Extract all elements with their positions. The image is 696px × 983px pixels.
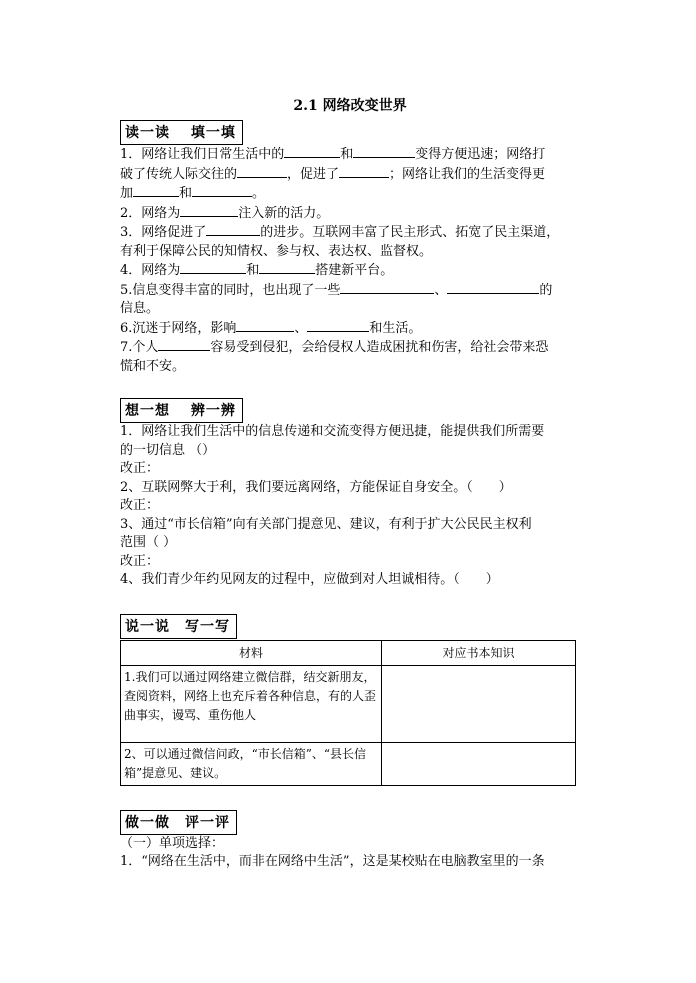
judge-line: 3、通过“市长信箱”向有关部门提意见、建议，有利于扩大公民民主权利 — [120, 516, 532, 532]
blank[interactable] — [307, 319, 369, 332]
blank[interactable] — [206, 223, 260, 236]
fill-line-1 — [120, 145, 580, 165]
text: 7.个人 — [120, 340, 159, 355]
page-title: 2.1 网络改变世界 — [293, 98, 407, 114]
correction-label: 改正： — [120, 461, 160, 476]
section-heading-do: 做一做 评一评 — [120, 810, 237, 835]
judge-line: 的一切信息 （） — [120, 442, 216, 458]
blank[interactable] — [340, 281, 434, 294]
text: 有利于保障公民的知情权、参与权、表达权、监督权。 — [120, 243, 433, 259]
spacer — [120, 376, 580, 398]
column-header-material: 材料 — [121, 640, 382, 665]
section-heading-think: 想一想 辨一辨 — [120, 398, 243, 423]
answer-cell[interactable] — [382, 742, 576, 785]
blank[interactable] — [192, 184, 252, 197]
text: ，促进了 — [287, 166, 340, 182]
spacer — [120, 786, 580, 810]
judge-line: 1．网络让我们生活中的信息传递和交流变得方便迅捷，能提供我们所需要 — [120, 424, 545, 439]
text: 、 — [434, 282, 448, 298]
text: 和 — [179, 186, 193, 201]
text: 破了传统人际交往的 — [120, 166, 238, 182]
table-row — [121, 665, 576, 742]
blank[interactable] — [158, 338, 210, 351]
fill-line-5 — [120, 223, 580, 243]
judge-line: 4、我们青少年约见网友的过程中，应做到对人坦诚相待。（ ） — [120, 572, 499, 587]
section-heading-read: 读一读 填一填 — [120, 120, 243, 145]
text: 信息。 — [120, 301, 160, 316]
fill-line-11 — [120, 338, 580, 358]
blank[interactable] — [133, 184, 179, 197]
material-cell: 1.我们可以通过网络建立微信群，结交新朋友，查阅资料，网络上也充斥着各种信息，有的人歪曲事实，谩骂、重伤他人 — [121, 665, 382, 742]
text: 5.信息变得丰富的同时，也出现了一些 — [120, 282, 341, 298]
text: 和生活。 — [369, 320, 422, 336]
correction-label: 改正： — [120, 553, 160, 569]
text: 1．网络让我们日常生活中的 — [120, 147, 285, 162]
text: 2．网络为 — [120, 205, 181, 221]
blank[interactable] — [447, 281, 539, 294]
text: 注入新的活力。 — [238, 205, 330, 221]
text: 慌和不安。 — [120, 358, 186, 374]
text: 的进步。互联网丰富了民主形式、拓宽了民主渠道， — [260, 225, 560, 240]
table-row — [121, 742, 576, 785]
fill-line-3 — [120, 184, 580, 204]
section-do-evaluate — [120, 810, 580, 872]
blank[interactable] — [237, 165, 287, 178]
blank[interactable] — [259, 261, 315, 274]
fill-line-6 — [120, 243, 580, 262]
section-say-write — [120, 614, 580, 786]
column-header-knowledge: 对应书本知识 — [382, 640, 576, 665]
text: 、 — [294, 320, 308, 336]
blank[interactable] — [236, 319, 294, 332]
text: 的 — [539, 282, 553, 298]
blank[interactable] — [180, 261, 246, 274]
judge-line: 范围（ ） — [120, 535, 177, 550]
text: 和 — [340, 147, 354, 162]
fill-line-10 — [120, 319, 580, 339]
text: 4．网络为 — [120, 263, 181, 278]
text: 6.沉迷于网络，影响 — [120, 320, 237, 336]
fill-line-9 — [120, 300, 580, 319]
section-think-judge — [120, 398, 580, 590]
text: 3．网络促进了 — [120, 225, 207, 240]
text: 和 — [246, 263, 260, 278]
question-line: 1．“网络在生活中，而非在网络中生活”，这是某校贴在电脑教室里的一条 — [120, 854, 545, 869]
text: 变得方便迅速；网络打 — [415, 147, 546, 162]
fill-line-2 — [120, 165, 580, 185]
text: 容易受到侵犯，会给侵权人造成困扰和伤害，给社会带来恐 — [210, 340, 549, 355]
blank[interactable] — [353, 145, 415, 158]
material-table — [120, 640, 576, 786]
blank[interactable] — [180, 204, 238, 217]
fill-line-7 — [120, 261, 580, 281]
section-read-fill — [120, 120, 580, 376]
text: 搭建新平台。 — [315, 263, 394, 278]
judge-line: 2、互联网弊大于利，我们要远离网络，方能保证自身安全。（ ） — [120, 479, 512, 495]
spacer — [120, 590, 580, 614]
answer-cell[interactable] — [382, 665, 576, 742]
correction-label: 改正： — [120, 498, 160, 513]
fill-line-4 — [120, 204, 580, 224]
blank[interactable] — [339, 165, 389, 178]
choice-heading: （一）单项选择： — [120, 835, 225, 851]
fill-line-8 — [120, 281, 580, 301]
blank[interactable] — [284, 145, 340, 158]
text: 加 — [120, 186, 134, 201]
worksheet-page — [120, 96, 580, 872]
text: 。 — [252, 186, 266, 201]
material-cell: 2、可以通过微信问政，“市长信箱”、“县长信箱”提意见、建议。 — [121, 742, 382, 785]
fill-line-12 — [120, 358, 580, 377]
text: ；网络让我们的生活变得更 — [389, 166, 546, 182]
table-header-row — [121, 640, 576, 665]
section-heading-say: 说一说 写一写 — [120, 614, 237, 639]
